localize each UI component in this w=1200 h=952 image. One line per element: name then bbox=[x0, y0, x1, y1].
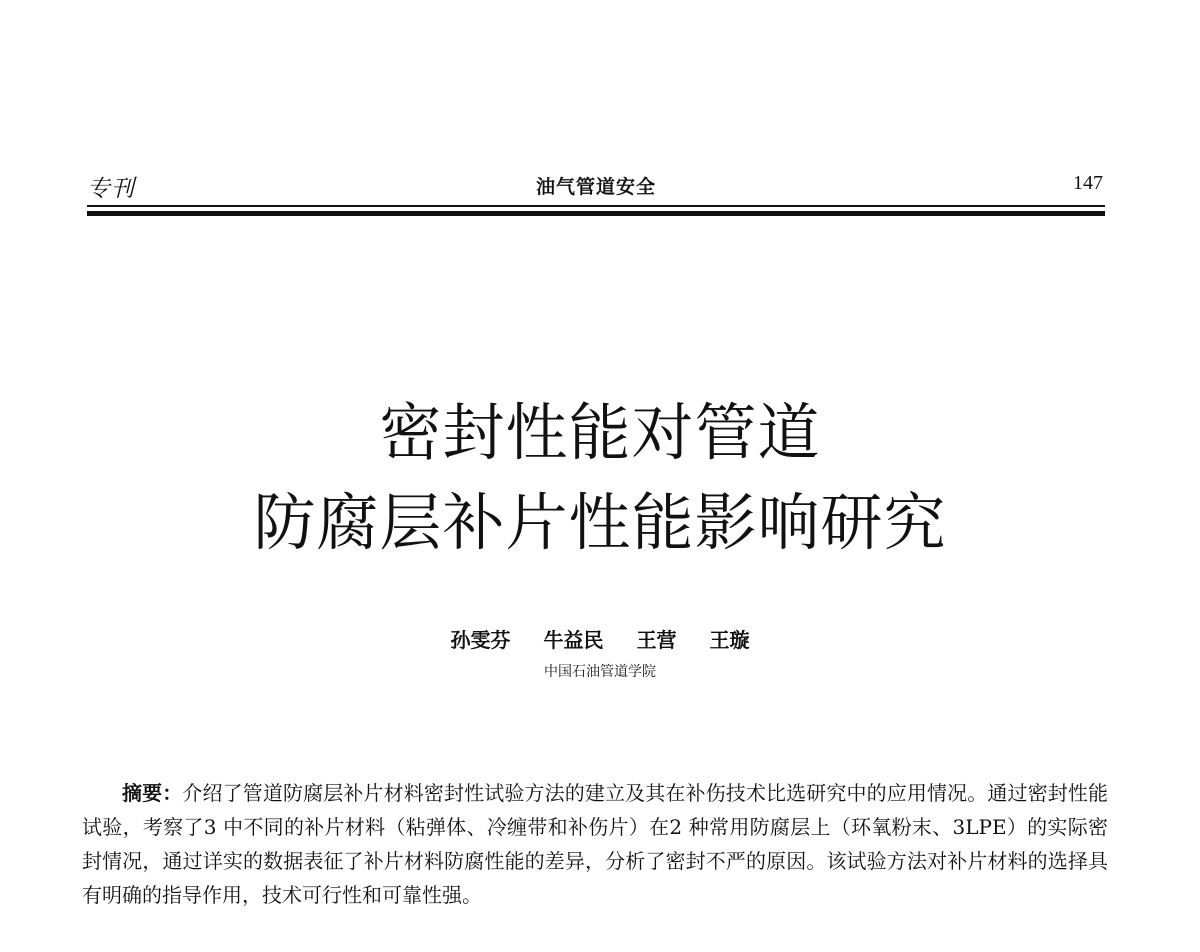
abstract bbox=[82, 776, 1108, 912]
abstract-text: 介绍了管道防腐层补片材料密封性试验方法的建立及其在补伤技术比选研究中的应用情况。通过密封性能试验，考察了3 中不同的补片材料（粘弹体、冷缠带和补伤片）在2 种常用防腐层上（环氧粉末、3LPE）的实际密封情况，通过详实的数据表征了补片材料防腐性能的差异，分析了密封不严的原因。该试验方法对补片材料的选择具有明确的指导作用，技术可行性和可靠性强。 bbox=[82, 781, 1108, 907]
abstract-label: 摘要： bbox=[122, 781, 183, 805]
running-header bbox=[87, 168, 1105, 200]
section-label: 专刊 bbox=[87, 176, 135, 202]
article-title bbox=[0, 388, 1200, 568]
journal-name: 油气管道安全 bbox=[535, 176, 656, 198]
author-name: 牛益民 bbox=[543, 628, 604, 652]
author-name: 王璇 bbox=[709, 628, 750, 652]
author-list bbox=[0, 624, 1200, 653]
header-rule-thin bbox=[87, 205, 1105, 207]
author-name: 王营 bbox=[636, 628, 677, 652]
author-name: 孙雯芬 bbox=[450, 628, 511, 652]
title-line-1: 密封性能对管道 bbox=[379, 396, 821, 469]
affiliation: 中国石油管道学院 bbox=[544, 664, 656, 680]
header-rule-thick bbox=[87, 211, 1105, 216]
page-number: 147 bbox=[1073, 172, 1103, 194]
title-line-2: 防腐层补片性能影响研究 bbox=[253, 486, 947, 559]
